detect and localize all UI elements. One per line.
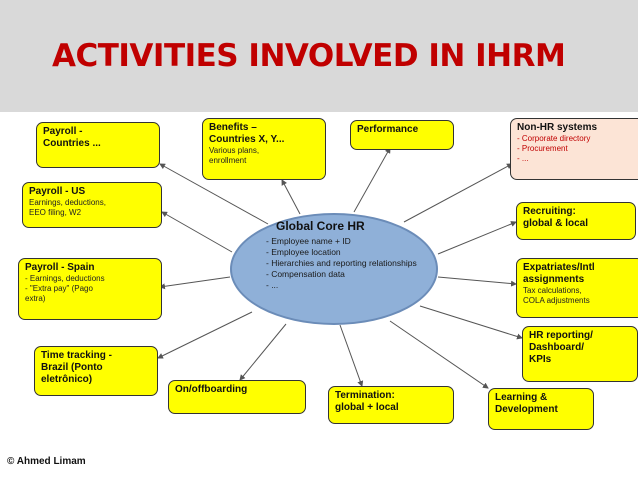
hub-item: - Hierarchies and reporting relationships (266, 258, 417, 268)
connector-payroll-spain (160, 277, 230, 287)
node-hr-reporting (522, 326, 638, 382)
connector-time-tracking (158, 312, 252, 358)
connector-learning (390, 321, 488, 388)
node-title: Termination: global + local (335, 390, 399, 413)
node-title: Non-HR systems (517, 122, 598, 133)
node-title: Learning & Development (495, 392, 558, 415)
node-time-tracking (34, 346, 158, 396)
node-title: Expatriates/Intl assignments (523, 262, 595, 285)
hub-item: - ... (266, 280, 279, 290)
node-onoffboarding (168, 380, 306, 414)
node-title: HR reporting/ Dashboard/ KPIs (529, 330, 593, 365)
connector-recruiting (438, 222, 516, 254)
hub-item: - Employee location (266, 247, 341, 257)
node-subtitle: Various plans, enrollment (209, 146, 260, 165)
connector-benefits (282, 180, 300, 214)
hub-item: - Compensation data (266, 269, 345, 279)
connector-payroll-us (162, 212, 232, 252)
connector-non-hr (404, 164, 512, 222)
credit-text: © Ahmed Limam (7, 456, 86, 467)
node-title: Benefits – Countries X, Y... (209, 122, 285, 145)
node-title: Performance (357, 124, 419, 135)
connector-onoffboarding (240, 324, 286, 380)
node-payroll-spain (18, 258, 162, 320)
node-title: Recruiting: global & local (523, 206, 589, 229)
node-subtitle: Tax calculations, COLA adjustments (523, 286, 590, 305)
hub-item: - Employee name + ID (266, 236, 351, 246)
node-title: Payroll - Spain (25, 262, 95, 273)
node-non-hr-systems (510, 118, 638, 180)
ihrm-diagram (0, 112, 638, 479)
connector-termination (340, 325, 362, 386)
node-payroll-countries (36, 122, 160, 168)
node-expatriates (516, 258, 638, 318)
node-payroll-us (22, 182, 162, 228)
hub-items (266, 236, 442, 291)
node-termination (328, 386, 454, 424)
slide-title: ACTIVITIES INVOLVED IN IHRM (52, 38, 566, 74)
node-subtitle: - Corporate directory - Procurement - ... (517, 134, 591, 163)
title-band (0, 0, 638, 112)
connector-hr-reporting (420, 306, 522, 338)
node-performance (350, 120, 454, 150)
node-recruiting (516, 202, 636, 240)
node-title: Payroll - Countries ... (43, 126, 101, 149)
node-subtitle: - Earnings, deductions - "Extra pay" (Pago extra) (25, 274, 105, 303)
node-subtitle: Earnings, deductions, EEO filing, W2 (29, 198, 106, 217)
hub-title: Global Core HR (276, 219, 365, 233)
node-learning (488, 388, 594, 430)
node-benefits (202, 118, 326, 180)
node-title: Payroll - US (29, 186, 86, 197)
node-title: Time tracking - Brazil (Ponto eletrônico) (41, 350, 112, 385)
node-title: On/offboarding (175, 384, 248, 395)
connector-performance (354, 148, 390, 212)
connector-expatriates (438, 277, 516, 284)
